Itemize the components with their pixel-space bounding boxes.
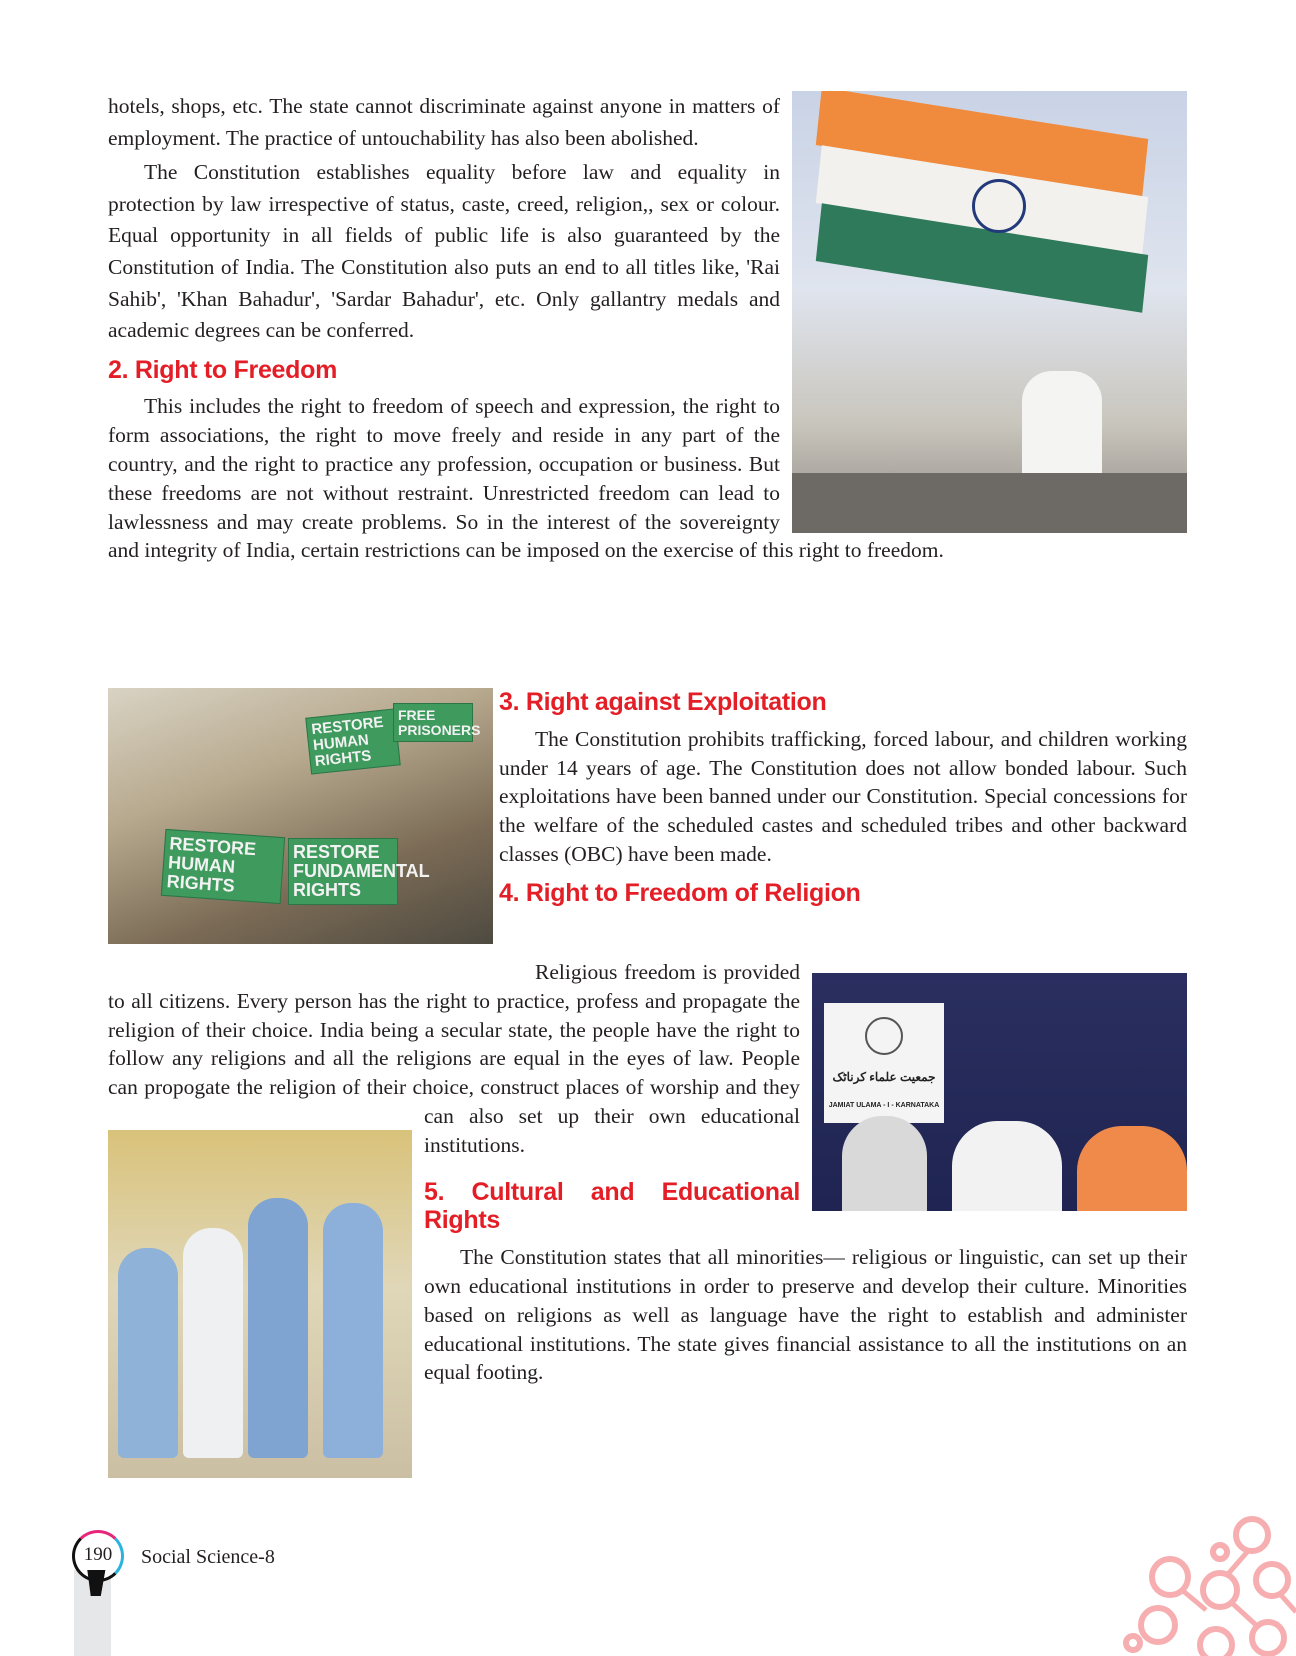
book-title: Social Science-8 (141, 1546, 275, 1568)
heading-cultural-educational-rights: 5. Cultural and Educational Rights (424, 1177, 800, 1235)
protest-photo: RESTORE HUMAN RIGHTS RESTORE FUNDAMENTAL RIGHTS RESTORE HUMAN RIGHTS FREE PRISONERS (108, 688, 493, 944)
paragraph: Religious freedom is provided to all citizens. Every person has the right to practice, profess and propagate the religion of their choice. India being a secular state, the people have the right to follow any religions and all the religions are equal in the eyes of law. People can propogate the religion of their choice, construct places of worship and they can also set up their own educational institutions. (108, 960, 800, 1157)
paragraph: hotels, shops, etc. The state cannot discriminate against anyone in matters of employment. The practice of untouchability has also been abolished. (108, 94, 780, 150)
paragraph: The Constitution establishes equality before law and equality in protection by law irrespective of status, caste, creed, religion,, sex or colour. Equal opportunity in all fields of public life is also guaranteed by the Constitution of India. The Constitution also puts an end to all titles like, 'Rai Sahib', 'Khan Bahadur', 'Sardar Bahadur', etc. Only gallantry medals and academic degrees can be conferred. (108, 160, 780, 343)
paragraph: This includes the right to freedom of speech and expression, the right to form associations, the right to move freely and reside in any part of the country, and the right to practice any profession, occupation or business. But these freedoms are not without restraint. Unrestricted freedom can lead to lawlessness and may create problems. So in the interest of the sovereignty and integrity of India, certain restrictions can be imposed on the exercise of this right to freedom. (108, 394, 944, 563)
heading-right-against-exploitation: 3. Right against Exploitation (499, 688, 827, 716)
religion-section (108, 958, 1187, 1478)
top-section (108, 91, 1187, 565)
ashoka-chakra-icon (972, 179, 1026, 233)
children-photo (108, 1130, 412, 1478)
heading-right-to-freedom-of-religion: 4. Right to Freedom of Religion (499, 878, 861, 907)
religious-leaders-photo: جمعیت علماء کرناٹک JAMIAT ULAMA - I - KARNATAKA (812, 973, 1187, 1211)
paragraph: The Constitution prohibits trafficking, forced labour, and children working under 14 years of age. The Constitution does not allow bonded labour. Such exploitations have been banned under our Constitution. Special concessions for the welfare of the scheduled castes and scheduled tribes and other backward classes (OBC) have been made. (499, 726, 1187, 866)
exploitation-section (108, 688, 1187, 944)
indian-flag-photo (792, 91, 1187, 533)
paragraph: The Constitution states that all minorities— religious or linguistic, can set up their own educational institutions in order to preserve and develop their culture. Minorities based on religions as well as language have the right to establish and administer educational institutions. The state gives financial assistance to all the institutions on an equal footing. (424, 1245, 1187, 1385)
heading-right-to-freedom: 2. Right to Freedom (108, 355, 338, 384)
emblem-icon (865, 1017, 903, 1055)
page-number: 190 (83, 1544, 113, 1565)
decorative-circles-icon (1120, 1510, 1296, 1656)
